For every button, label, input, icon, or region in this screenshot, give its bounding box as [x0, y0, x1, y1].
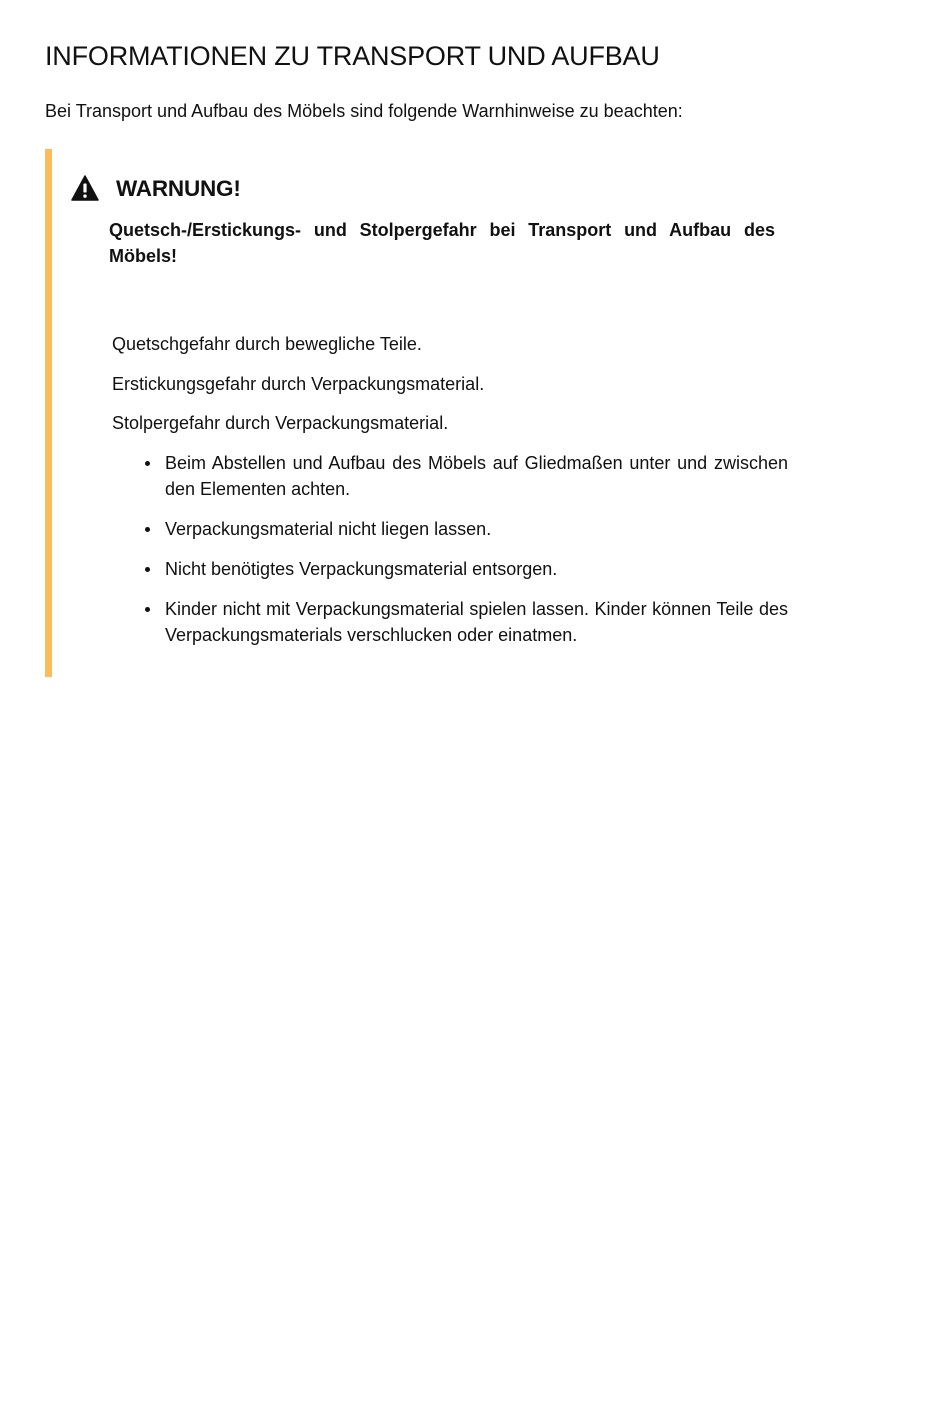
warning-heading: WARNUNG! [116, 176, 241, 201]
list-item: Nicht benötigtes Verpackungsmaterial entsorgen. [165, 556, 788, 582]
list-item: Verpackungsmaterial nicht liegen lassen. [165, 516, 788, 542]
intro-text: Bei Transport und Aufbau des Möbels sind folgende Warnhinweise zu beachten: [45, 101, 683, 121]
list-item: Kinder nicht mit Verpackungsmaterial spielen lassen. Kinder können Teile des Verpackungsmaterials verschlucken oder einatmen. [165, 596, 788, 648]
warning-subtitle: Quetsch-/Erstickungs- und Stolpergefahr bei Transport und Aufbau des Möbels! [109, 220, 775, 266]
warning-triangle-icon [71, 175, 99, 201]
hazard-text: Stolpergefahr durch Verpackungsmaterial. [112, 413, 449, 433]
safety-measures-list [165, 450, 788, 662]
hazard-text: Quetschgefahr durch bewegliche Teile. [112, 334, 422, 354]
list-item: Beim Abstellen und Aufbau des Möbels auf Gliedmaßen unter und zwischen den Elementen achten. [165, 450, 788, 502]
warning-box [45, 149, 812, 677]
page-title: INFORMATIONEN ZU TRANSPORT UND AUFBAU [45, 41, 660, 71]
hazard-text: Erstickungsgefahr durch Verpackungsmaterial. [112, 374, 485, 394]
